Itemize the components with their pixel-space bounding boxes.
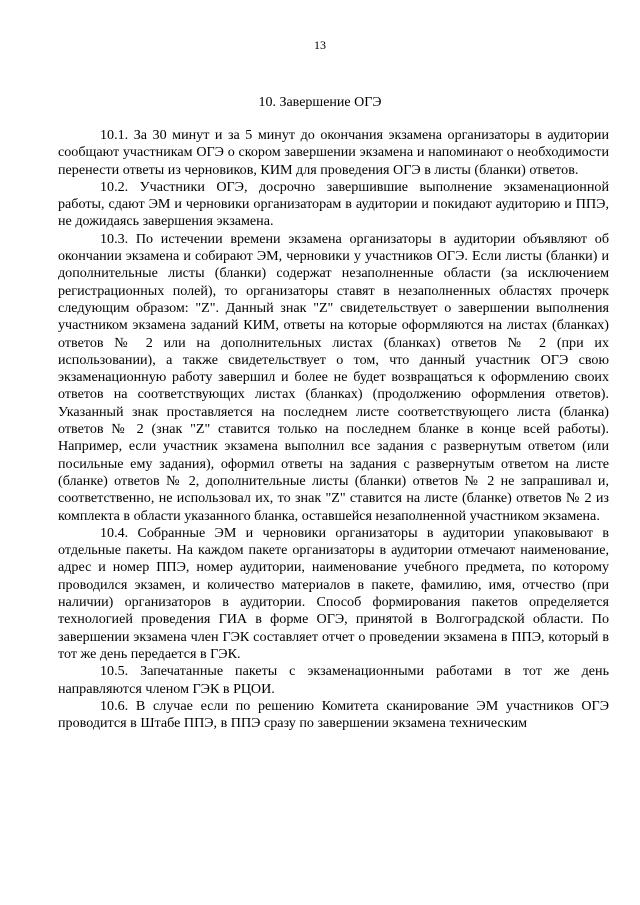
paragraph-10-1: 10.1. За 30 минут и за 5 минут до окончания экзамена организаторы в аудитории сообщают участникам ОГЭ о скором завершении экзамена и напоминают о необходимости перенести ответы из черновиков, КИМ для проведения ОГЭ в листы (бланки) ответов.	[58, 127, 609, 178]
paragraph-10-6: 10.6. В случае если по решению Комитета сканирование ЭМ участников ОГЭ проводится в Штабе ППЭ, в ППЭ сразу по завершении экзамена техническим	[58, 697, 609, 732]
paragraph-10-2: 10.2. Участники ОГЭ, досрочно завершившие выполнение экзаменационной работы, сдают ЭМ и черновики организаторам в аудитории и покидают аудиторию и ППЭ, не дожидаясь завершения экзамена.	[58, 178, 609, 230]
section-title: 10. Завершение ОГЭ	[258, 95, 382, 110]
paragraph-10-4: 10.4. Собранные ЭМ и черновики организаторы в аудитории упаковывают в отдельные пакеты. На каждом пакете организаторы в аудитории отмечают наименование, адрес и номер ППЭ, номер аудитории, наименование учебного предмета, по которому проводился экзамен, и количество материалов в пакете, фамилию, имя, отчество (при наличии) организаторов в аудитории. Способ формирования пакетов определяется технологией проведения ГИА в форме ОГЭ, принятой в Волгоградской области. По завершении экзамена член ГЭК составляет отчет о проведении экзамена в ППЭ, который в тот же день передается в ГЭК.	[58, 524, 609, 662]
page-number: 13	[314, 38, 326, 52]
section-body	[58, 127, 609, 732]
paragraph-10-5: 10.5. Запечатанные пакеты с экзаменационными работами в тот же день направляются членом ГЭК в РЦОИ.	[58, 663, 609, 697]
paragraph-10-3: 10.3. По истечении времени экзамена организаторы в аудитории объявляют об окончании экзамена и собирают ЭМ, черновики у участников ОГЭ. Если листы (бланки) и дополнительные листы (бланки) содержат незаполненные области (за исключением регистрационных полей), то организаторы ставят в незаполненных областях прочерк следующим образом: "Z". Данный знак "Z" свидетельствует о завершении выполнения участником экзамена заданий КИМ, ответы на которые оформляются на листах (бланках) ответов № 2 или на дополнительных листах (бланках) ответов № 2 (при их использовании), а также свидетельствует о том, что данный участник ОГЭ свою экзаменационную работу завершил и более не будет возвращаться к оформлению своих ответов на соответствующих листах (бланках) (продолжению оформления ответов). Указанный знак проставляется на последнем листе соответствующего листа (бланка) ответов № 2 (знак "Z" ставится только на последнем бланке в конце всей работы). Например, если участник экзамена выполнил все задания с развернутым ответом (или посильные ему задания), оформил ответы на задания с развернутым ответом на листе (бланке) ответов № 2, дополнительные листы (бланки) ответов № 2 не запрашивал и, соответственно, не использовал их, то знак "Z" ставится на листе (бланке) ответов № 2 из комплекта в области указанного бланка, оставшейся незаполненной участником экзамена.	[58, 230, 609, 524]
